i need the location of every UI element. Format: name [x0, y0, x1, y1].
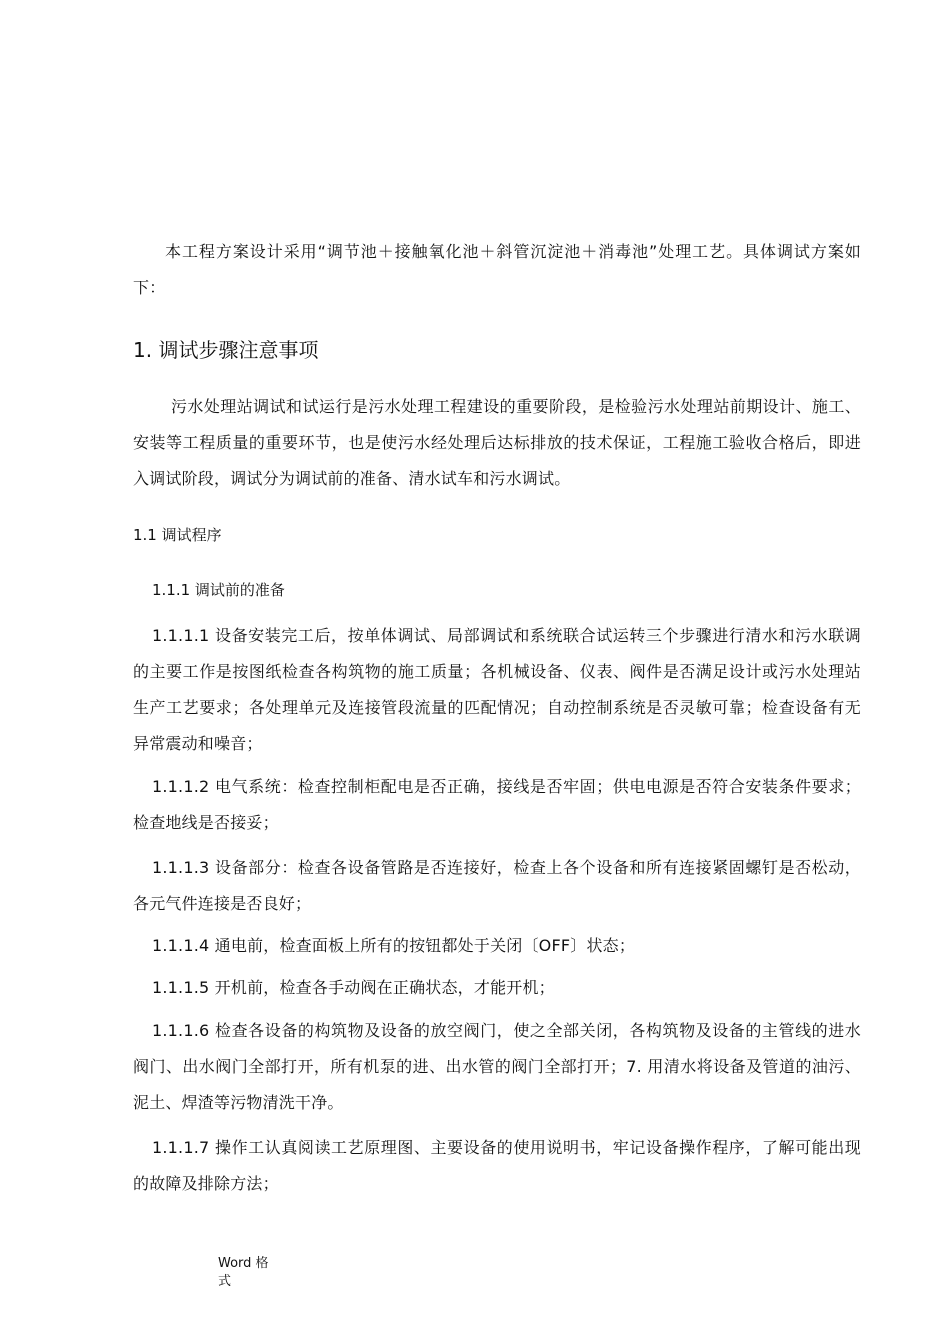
subsection-heading-1-1-1: 1.1.1 调试前的准备: [152, 581, 285, 599]
list-item: 1.1.1.6 检查各设备的构筑物及设备的放空阀门，使之全部关闭，各构筑物及设备的主管线的进水阀门、出水阀门全部打开，所有机泵的进、出水管的阀门全部打开；7. 用清水将设备及管道的油污、泥土、焊渣等污物清洗干净。: [133, 1021, 861, 1112]
list-item: 1.1.1.7 操作工认真阅读工艺原理图、主要设备的使用说明书，牢记设备操作程序，了解可能出现的故障及排除方法；: [133, 1138, 861, 1193]
list-item: 1.1.1.1 设备安装完工后，按单体调试、局部调试和系统联合试运转三个步骤进行清水和污水联调的主要工作是按图纸检查各构筑物的施工质量；各机械设备、仪表、阀件是否满足设计或污水处理站生产工艺要求；各处理单元及连接管段流量的匹配情况；自动控制系统是否灵敏可靠；检查设备有无异常震动和噪音；: [133, 626, 861, 753]
section-heading-1: 1. 调试步骤注意事项: [133, 338, 319, 362]
list-item: 1.1.1.5 开机前，检查各手动阀在正确状态，才能开机；: [152, 978, 555, 997]
list-item: 1.1.1.4 通电前，检查面板上所有的按钮都处于关闭〔OFF〕状态；: [152, 936, 636, 955]
list-item: 1.1.1.3 设备部分：检查各设备管路是否连接好，检查上各个设备和所有连接紧固螺钉是否松动，各元气件连接是否良好；: [133, 858, 861, 913]
subsection-heading-1-1: 1.1 调试程序: [133, 526, 222, 544]
page-footer: Word 格式: [218, 1256, 269, 1289]
section1-paragraph: 污水处理站调试和试运行是污水处理工程建设的重要阶段，是检验污水处理站前期设计、施工、安装等工程质量的重要环节，也是使污水经处理后达标排放的技术保证，工程施工验收合格后，即进入调试阶段，调试分为调试前的准备、清水试车和污水调试。: [133, 397, 861, 488]
intro-paragraph: 本工程方案设计采用“调节池＋接触氧化池＋斜管沉淀池＋消毒池”处理工艺。具体调试方案如下：: [133, 242, 861, 297]
list-item: 1.1.1.2 电气系统：检查控制柜配电是否正确，接线是否牢固；供电电源是否符合安装条件要求；检查地线是否接妥；: [133, 777, 861, 832]
